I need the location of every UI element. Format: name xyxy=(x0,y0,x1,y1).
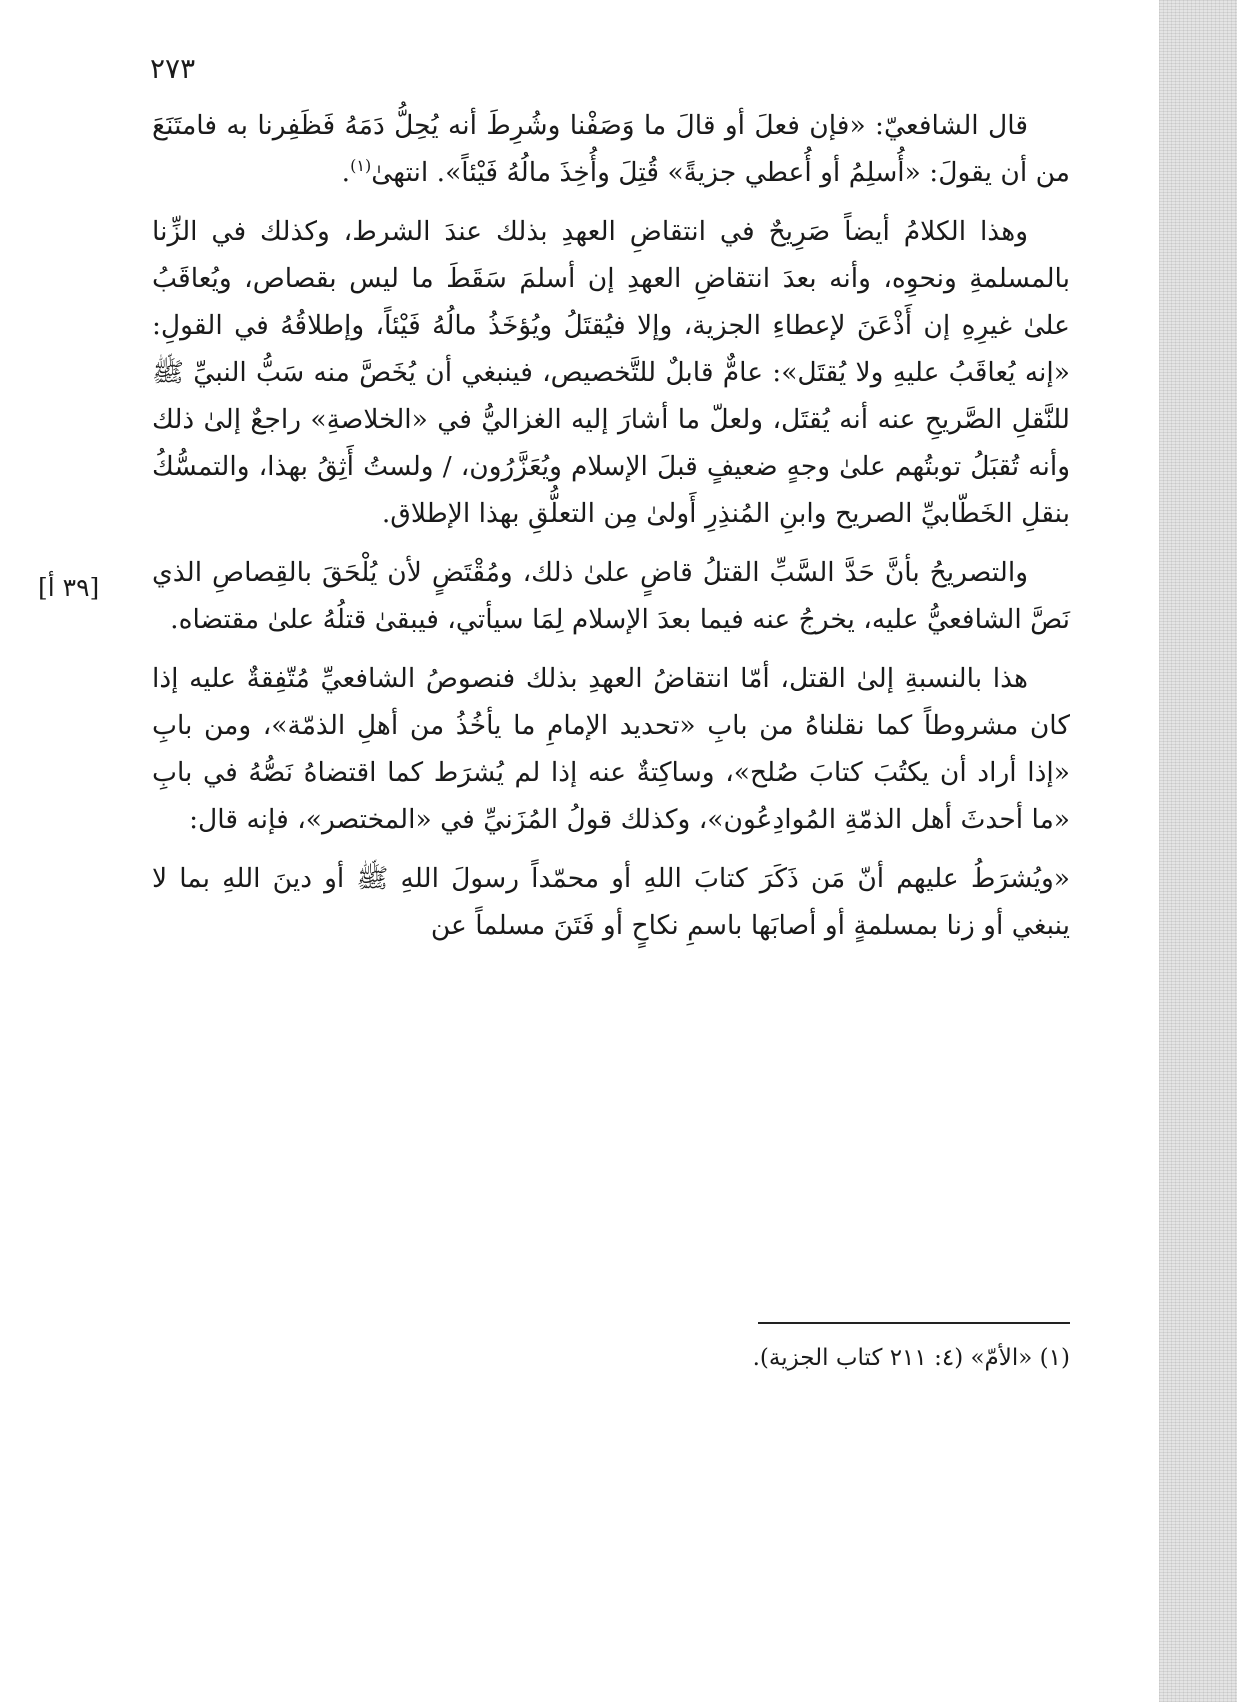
footnote-separator xyxy=(758,1322,1070,1324)
manuscript-folio-marker: [٣٩ أ] xyxy=(38,573,100,602)
footnote: (١) «الأمّ» (٤: ٢١١ كتاب الجزية). xyxy=(752,1345,1070,1371)
scan-edge-shading xyxy=(1159,0,1237,1702)
main-text xyxy=(152,102,1070,961)
footnote-reference: (١) xyxy=(350,156,372,176)
paragraph-4: هذا بالنسبةِ إلىٰ القتل، أمّا انتقاضُ العهدِ بذلك فنصوصُ الشافعيِّ مُتّفِقةٌ عليه إذا كان مشروطاً كما نقلناهُ من بابِ «تحديد الإمامِ ما يأخُذُ من أهلِ الذمّة»، ومن بابِ «إذا أراد أن يكتُبَ كتابَ صُلح»، وساكِتةٌ عنه إذا لم يُشرَط كما اقتضاهُ نَصُّهُ في بابِ «ما أحدثَ أهل الذمّةِ المُوادِعُون»، وكذلك قولُ المُزَنيِّ في «المختصر»، فإنه قال: xyxy=(152,663,1070,835)
paragraph-1: قال الشافعيّ: «فإن فعلَ أو قالَ ما وَصَفْنا وشُرِطَ أنه يُحِلُّ دَمَهُ فَظَفِرنا به فامتَنَعَ من أن يقولَ: «أُسلِمُ أو أُعطي جزيةً» قُتِلَ وأُخِذَ مالُهُ فَيْئاً». انتهىٰ$^{(١)}$. xyxy=(152,110,1070,188)
paragraph-3: والتصريحُ بأنَّ حَدَّ السَّبِّ القتلُ قاضٍ علىٰ ذلك، ومُقْتَضٍ لأن يُلْحَقَ بالقِصاصِ الذي نَصَّ الشافعيُّ عليه، يخرجُ عنه فيما بعدَ الإسلام لِمَا سيأتي، فيبقىٰ قتلُهُ علىٰ مقتضاه. xyxy=(152,557,1070,635)
paragraph-2: وهذا الكلامُ أيضاً صَرِيحٌ في انتقاضِ العهدِ بذلك عندَ الشرط، وكذلك في الزِّنا بالمسلمةِ ونحوِه، وأنه بعدَ انتقاضِ العهدِ إن أسلمَ سَقَطَ ما ليس بقصاص، ويُعاقَبُ علىٰ غيرِهِ إن أَذْعَنَ لإعطاءِ الجزية، وإلا فيُقتَلُ ويُؤخَذُ مالُهُ فَيْئاً، وإطلاقُهُ في القولِ: «إنه يُعاقَبُ عليهِ ولا يُقتَل»: عامٌّ قابلٌ للتَّخصيص، فينبغي أن يُخَصَّ منه سَبُّ النبيِّ ﷺ للنَّقلِ الصَّريحِ عنه أنه يُقتَل، ولعلّ ما أشارَ إليه الغزاليُّ في «الخلاصةِ» راجعٌ إلىٰ ذلك وأنه تُقبَلُ توبتُهم علىٰ وجهٍ ضعيفٍ قبلَ الإسلام ويُعَزَّرُون، / ولستُ أَثِقُ بهذا، والتمسُّكُ بنقلِ الخَطّابيِّ الصريح وابنِ المُنذِرِ أَولىٰ مِن التعلُّقِ بهذا الإطلاق. xyxy=(152,216,1070,529)
page-number: ٢٧٣ xyxy=(150,52,196,85)
paragraph-1-text: قال الشافعيّ: «فإن فعلَ أو قالَ ما وَصَفْنا وشُرِطَ أنه يُحِلُّ دَمَهُ فَظَفِرنا به فامتَنَعَ من أن يقولَ: «أُسلِمُ أو أُعطي جزيةً» قُتِلَ وأُخِذَ مالُهُ فَيْئاً». انتهىٰ xyxy=(152,110,1070,188)
paragraph-5: «ويُشرَطُ عليهم أنّ مَن ذَكَرَ كتابَ اللهِ أو محمّداً رسولَ اللهِ ﷺ أو دينَ اللهِ بما لا ينبغي أو زنا بمسلمةٍ أو أصابَها باسمِ نكاحٍ أو فَتَنَ مسلماً عن xyxy=(152,863,1070,941)
